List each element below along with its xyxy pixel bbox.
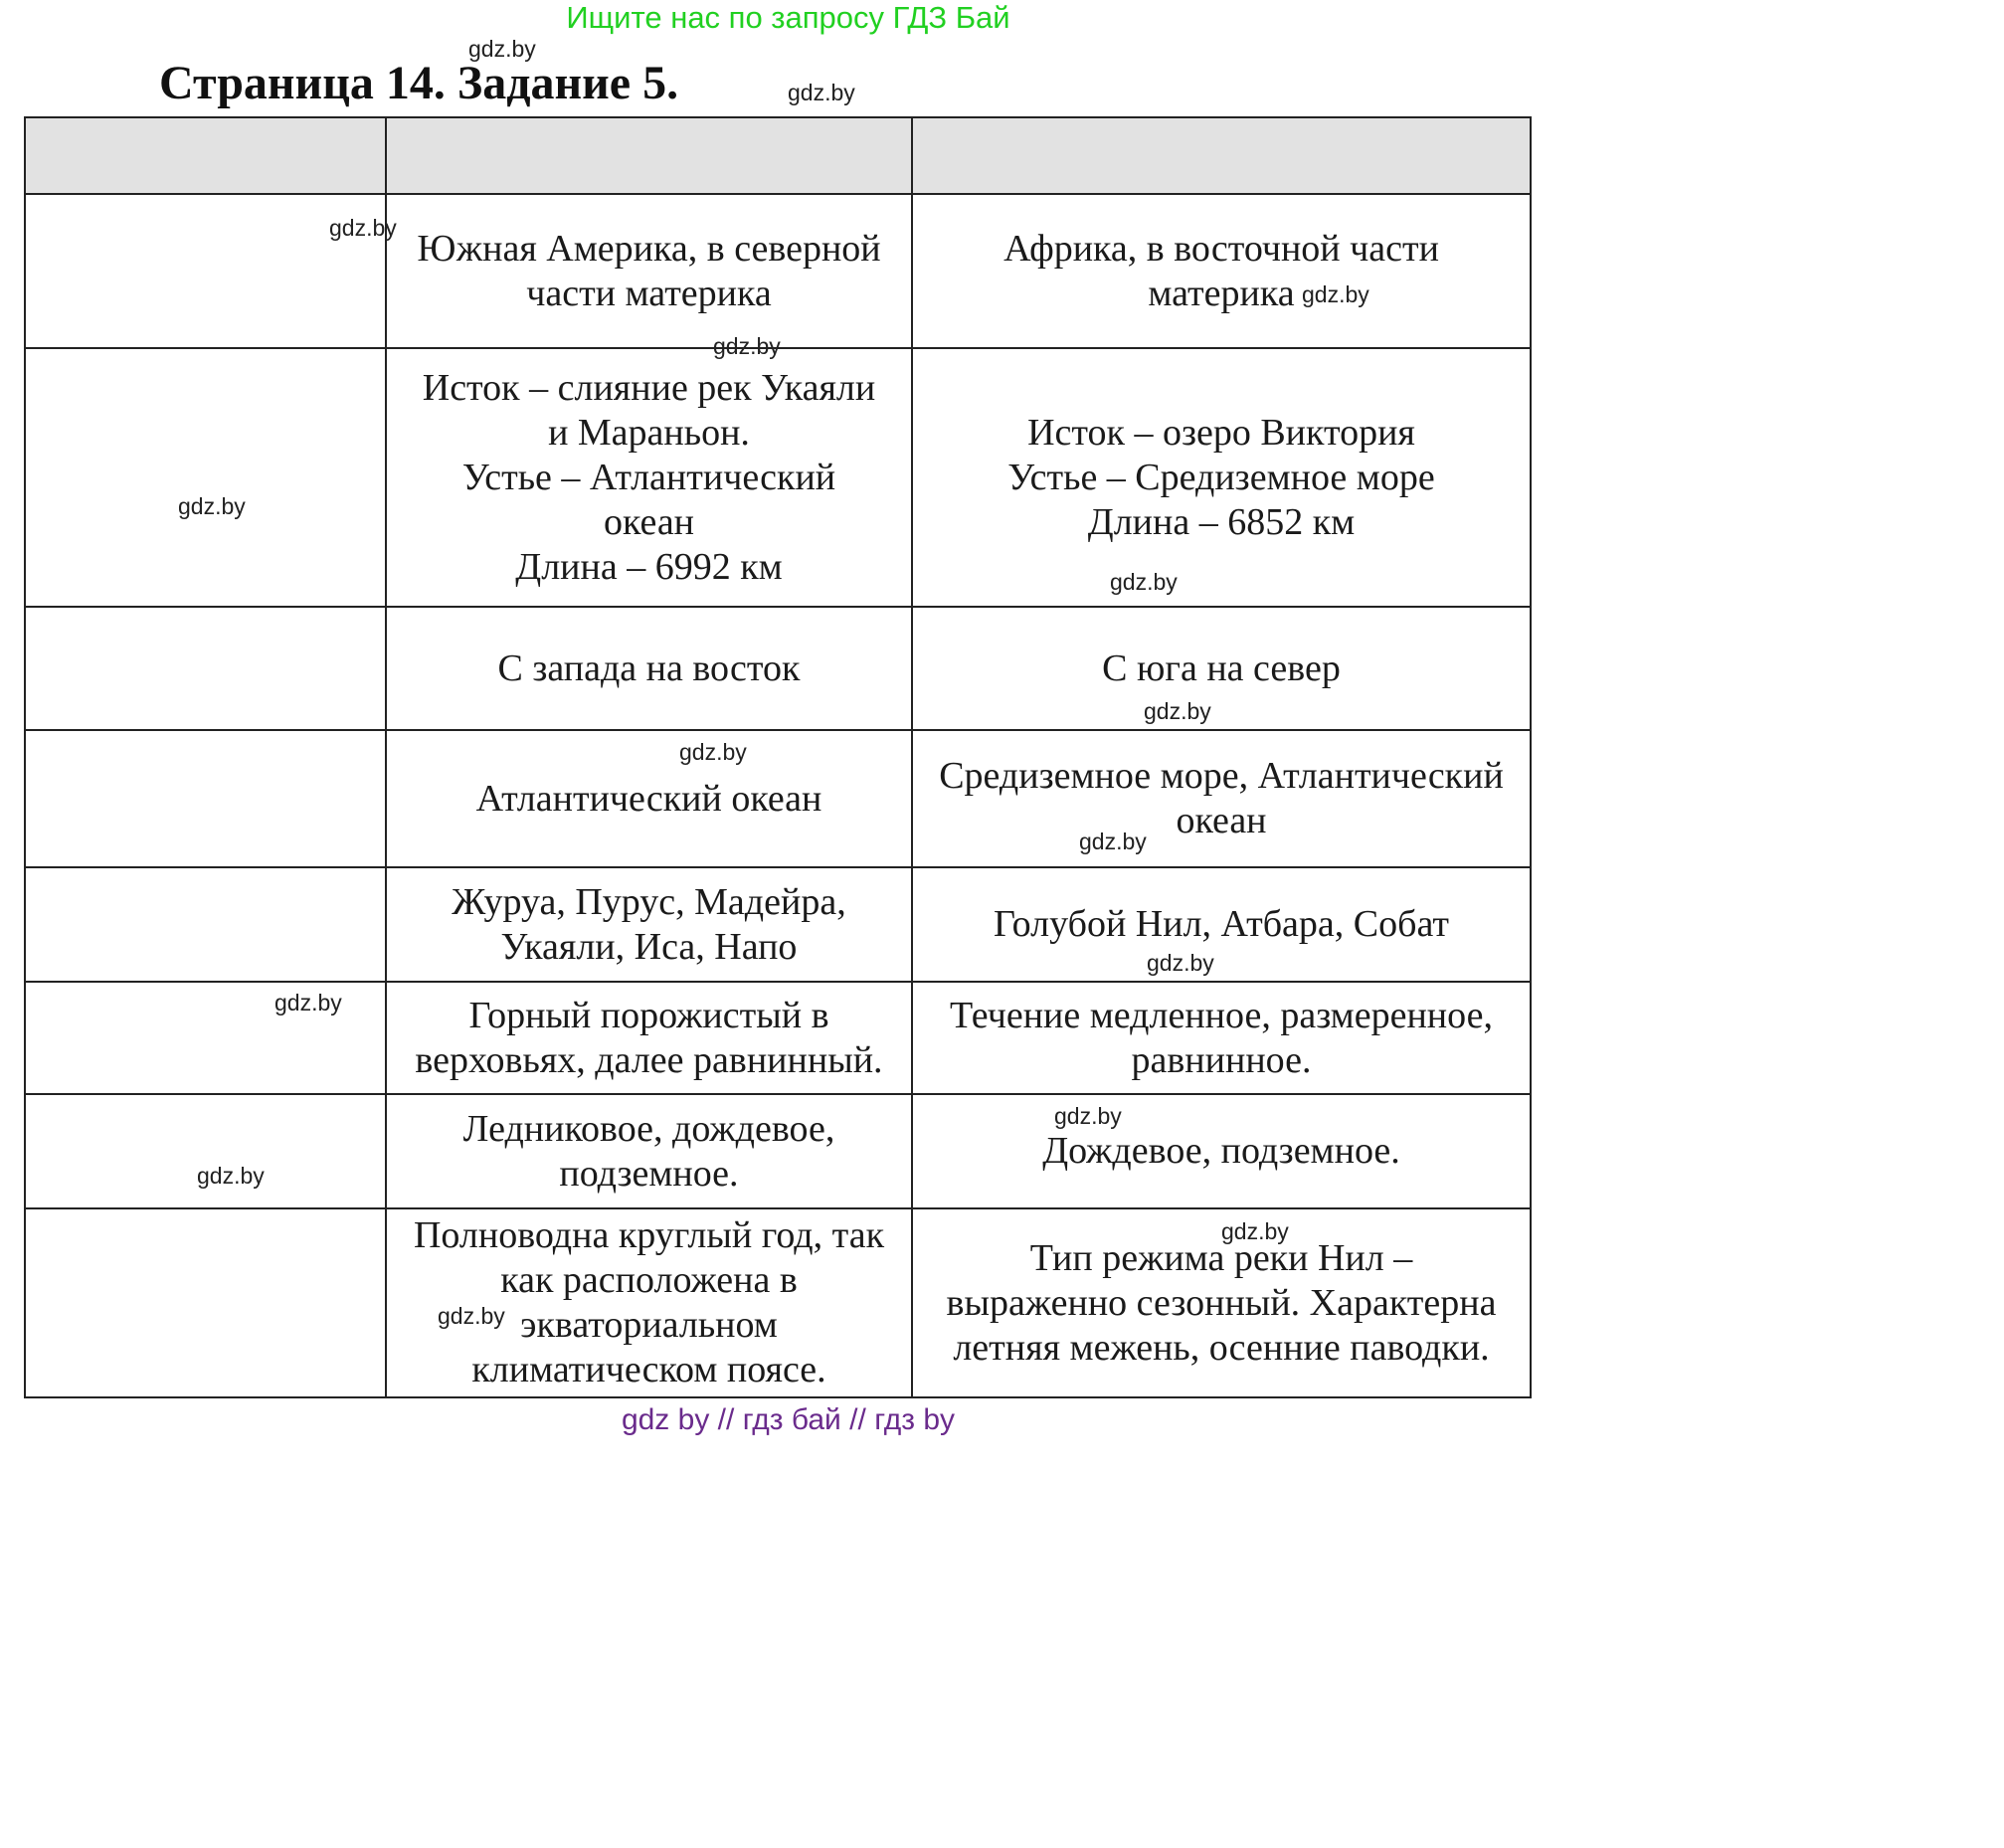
row-label-cell [25,348,386,607]
cell-text-line: Устье – Атлантический [461,456,836,498]
cell-text-line: Атлантический океан [475,777,822,820]
cell-text-line: Течение медленное, размеренное, [950,994,1493,1036]
footer-part: гдз бай [742,1403,841,1436]
cell-text-line: Исток – озеро Виктория [1027,411,1415,454]
footer-part: gdz by [621,1403,710,1436]
row-label-cell [25,1094,386,1208]
row-label-cell [25,1208,386,1397]
cell-text-line: С юга на север [1102,647,1341,689]
cell-text-line: Укаяли, Иса, Напо [500,925,798,968]
cell-text-line: Средиземное море, Атлантический [939,755,1504,797]
cell-text-line: подземное. [559,1152,739,1195]
footer-watermark [0,1402,1576,1438]
cell-text-line: Ледниковое, дождевое, [462,1107,835,1150]
cell-text-line: материка [1148,272,1295,314]
page-title: Страница 14. Задание 5. [159,57,679,109]
cell-text-line: Длина – 6852 км [1087,500,1356,543]
comparison-table [24,116,1532,1398]
cell-text-line: и Мараньон. [548,411,750,454]
watermark-text: gdz.by [1110,569,1178,595]
watermark-text: gdz.by [1302,281,1369,307]
nile-cell [912,730,1531,867]
watermark-text: gdz.by [274,990,342,1016]
table-row [25,982,1531,1094]
watermark-text: gdz.by [1079,829,1147,854]
watermark-text: gdz.by [1144,698,1211,724]
amazon-cell [386,1094,912,1208]
cell-text-line: летняя межень, осенние паводки. [953,1326,1490,1369]
amazon-cell [386,730,912,867]
header-cell [25,117,386,194]
cell-text-line: Голубой Нил, Атбара, Собат [994,903,1449,945]
header-cell [912,117,1531,194]
cell-text-line: климатическом поясе. [471,1349,826,1390]
search-hint-banner: Ищите нас по запросу ГДЗ Бай [566,0,1010,35]
nile-cell [912,982,1531,1094]
cell-text-line: Тип режима реки Нил – [1029,1236,1413,1279]
nile-cell [912,867,1531,982]
watermark-text: gdz.by [788,80,855,105]
amazon-cell [386,348,912,607]
table-row [25,1208,1531,1397]
cell-text-line: Африка, в восточной части [1003,227,1439,270]
watermark-text: gdz.by [178,493,246,519]
cell-text-line: Южная Америка, в северной [417,227,881,270]
header-cell [386,117,912,194]
table-header-row [25,117,1531,194]
table-row [25,194,1531,348]
cell-text-line: Длина – 6992 км [515,545,783,588]
table-row [25,348,1531,607]
table-row [25,1094,1531,1208]
cell-text-line: равнинное. [1131,1038,1312,1081]
watermark-text: gdz.by [438,1303,505,1329]
cell-text-line: верховьях, далее равнинный. [415,1038,883,1081]
amazon-cell [386,982,912,1094]
nile-cell [912,348,1531,607]
row-label-cell [25,730,386,867]
row-label-cell [25,607,386,730]
cell-text-line: Исток – слияние рек Укаяли [422,366,876,409]
amazon-cell [386,607,912,730]
footer-separator: // [717,1403,735,1436]
cell-text-line: части материка [526,272,772,314]
watermark-text: gdz.by [1054,1103,1122,1129]
cell-text-line: С запада на восток [497,647,801,689]
cell-text-line: Горный порожистый в [468,994,829,1036]
watermark-text: gdz.by [679,739,747,765]
footer-separator: // [849,1403,866,1436]
nile-cell [912,1094,1531,1208]
amazon-cell [386,194,912,348]
footer-part: гдз by [874,1403,956,1436]
watermark-text: gdz.by [468,36,536,62]
watermark-text: gdz.by [713,333,781,359]
watermark-text: gdz.by [1221,1218,1289,1244]
cell-text-line: Полноводна круглый год, так [413,1214,885,1256]
table-row [25,867,1531,982]
table-row [25,607,1531,730]
cell-text-line: океан [603,500,695,543]
cell-text-line: выраженно сезонный. Характерна [946,1281,1497,1324]
watermark-text: gdz.by [329,215,397,241]
cell-text-line: как расположена в [500,1259,798,1301]
cell-text-line: Устье – Средиземное море [1007,456,1435,498]
watermark-text: gdz.by [197,1163,265,1189]
watermark-text: gdz.by [1147,950,1214,976]
cell-text-line: Журуа, Пурус, Мадейра, [452,880,846,923]
cell-text-line: океан [1176,800,1267,841]
nile-cell [912,194,1531,348]
cell-text-line: экваториальном [520,1304,778,1346]
amazon-cell [386,867,912,982]
table-row [25,730,1531,867]
row-label-cell [25,867,386,982]
cell-text-line: Дождевое, подземное. [1042,1130,1400,1172]
nile-cell [912,607,1531,730]
